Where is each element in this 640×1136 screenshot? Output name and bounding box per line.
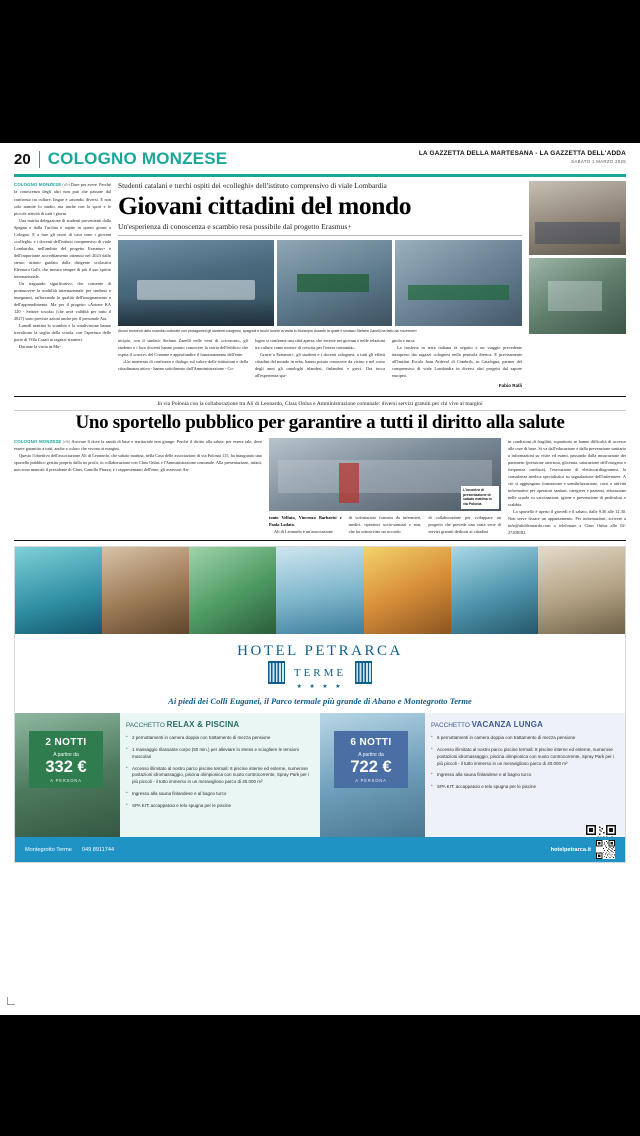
- article1-byline: Fabio Ralli: [498, 383, 522, 389]
- article2-photo-block: [269, 438, 501, 536]
- article1-photo-row: [118, 240, 522, 326]
- article1-col-a-p2: «Un momento di confronto e dialogo sul valore delle istituzioni e della cittadinanza attiva - hanno sottolineato dall'Amministrazione - Co-: [118, 359, 248, 372]
- article2-sub-columns: [269, 514, 501, 535]
- article1-p4: Lunedì mattina lo scambio e la condivisione hanno travalicato la soglia della scuola, con l'apertura delle porte di Villa Casati ai ragazzi stranieri.: [14, 323, 111, 343]
- package-2-nights: 6 NOTTI: [350, 737, 392, 749]
- article2-photo-caption-box: [461, 486, 499, 509]
- advert-city: Montegrotto Terme: [25, 846, 72, 853]
- article2-lead-paragraph: [14, 438, 262, 453]
- masthead-right: [419, 150, 626, 164]
- article-giovani-cittadini: [0, 177, 640, 390]
- article2-photo-caption: L'incontro di presentazione di sabato mattina in via Polonia: [463, 487, 492, 507]
- advert-claim: Ai piedi dei Colli Euganei, il Parco termale più grande di Abano e Montegrotto Terme: [168, 696, 472, 707]
- article2-col-d: [428, 514, 501, 535]
- advert-logo-hotel: HOTEL PETRARCA: [237, 643, 403, 660]
- article2-occhiello: In via Polonia con la collaborazione tra Ali di Leonardo, Class Onlus e Amministrazione comunale: diversi servizi gratuiti per chi vive ai margini: [14, 401, 626, 411]
- list-item: • Ingresso alla sauna finlandese e al bagno turco: [126, 791, 311, 798]
- article1-col-b-p1: logno si conferma una città aperta, che investe nei giovani e nelle relazioni tra culture come motore di crescita per l'intera comunità».: [255, 338, 385, 351]
- advert-photo-strip: [15, 547, 625, 634]
- article1-grid: [14, 181, 626, 390]
- list-item: • Accesso illimitato al nostro parco piscine termali: 8 piscine interne ed esterne, numerose postazioni idromassaggio, piscina olimpionica con nuoto controcorrente, Spray Park per i più piccoli - il tutto immerso in un meraviglioso parco di 40.000 m²: [431, 747, 616, 767]
- list-item: • Accesso illimitato al nostro parco piscine termali: 8 piscine interne ed esterne, numerose postazioni idromassaggio, piscina olimpionica con nuoto controcorrente, Spray Park per i più piccoli - il tutto immerso in un meraviglioso parco di 40.000 m²: [126, 766, 311, 786]
- package-1-title: [126, 720, 311, 729]
- package-1-price: 332 €: [45, 758, 87, 777]
- advert-phone[interactable]: 049 8911744: [81, 846, 115, 853]
- list-item: • 1 massaggio rilassante corpo (50 min.) per alleviare lo stress e sciogliere le tensioni muscolari: [126, 747, 311, 761]
- article2-col-e: [508, 438, 626, 536]
- advert-photo-pool: [15, 547, 102, 634]
- package-2-per: A PERSONA: [355, 778, 387, 784]
- letterbox-bottom: [0, 1015, 640, 1136]
- article1-headline: Giovani cittadini del mondo: [118, 191, 412, 220]
- article1-tag: (rfb): [62, 182, 70, 187]
- article2-col-e-p1: in condizioni di fragilità, soprattutto se hanno difficoltà di accesso alle cure di base. Si va dall'educazione e dalla prevenzione sanitaria a informazioni su visite ed esami, passando dalla misurazione dei parametri (pressione arteriosa, glicemia, saturazione dell'ossigeno e frequenza cardiaca), l'esecuzione di elettrocardiogrammi, la consulenza medica specialistica su segnalazione dell'infermiere. A ciò si aggiungono formazione e sensibilizzazione, corsi e attività informative per operatori sanitari, caregiver e pazienti, educazione nelle scuole su vaccinazioni, igiene e prevenzione di pediculosi e scabbia.: [508, 438, 626, 508]
- advert-photo-room: [538, 547, 625, 634]
- article1-col-a-p1: nicipio, con il sindaco Stefano Zanelli nelle vesti di «cicerone», gli studenti e i loro docenti hanno potuto conoscere la storia dell'edificio che ospita il «cuore» del Comune e approfondire il funzionamento dell'ente.: [118, 338, 248, 358]
- package-2-list: [431, 735, 616, 791]
- article1-col-c: [392, 337, 522, 390]
- article2-col-b-p2: Ali di Leonardo è un'associazione: [274, 528, 333, 534]
- article1-caption: Alcuni momenti dello scambio culturale con protagonisti gli studenti colognesi, spagnoli e turchi lunedì la visita in Municipio durante la quale il sindaco Stefano Zanelli ha fatto da «cicerone»: [118, 329, 418, 334]
- article2-col-a-p1: Arrivare lì dove la sanità di base e territoriale non giunge. Perché il diritto alla salute, per essere tale, deve essere garantito a tutti, anche a coloro che vivono ai margini.: [14, 438, 262, 452]
- article1-lead-paragraph: [14, 181, 111, 217]
- article1-col-c-p1: gnola e turca.: [392, 338, 416, 344]
- advert-photo-garden: [189, 547, 276, 634]
- article1-photo-1: [118, 240, 274, 326]
- package-2-from: A partire da: [358, 752, 384, 759]
- letterbox-top: [0, 0, 640, 143]
- article2-col-b-p1: [269, 514, 342, 528]
- article1-col-c-p2: La trasferta in terra italiana fa seguito a un viaggio precedente intrapreso dai ragazzi colognesi nella penisola iberica. E precisamente all'Institut Escola Joan Ardevol di Cambrils, in Catalogna, partner del comprensivo di viale Lombardia in diversi altri progetti dal sapore europeo.: [392, 345, 522, 379]
- article1-col-b: [255, 337, 385, 390]
- advert-logo-terme: TERME: [293, 666, 347, 679]
- article2-tag: (rfb): [62, 438, 71, 444]
- advert-photo-spa: [102, 547, 189, 634]
- article1-main: [118, 181, 522, 390]
- advert-website[interactable]: hotelpetrarca.it: [550, 846, 591, 853]
- qr-code-footer-icon[interactable]: [596, 840, 615, 859]
- article1-photo-4: [529, 181, 626, 255]
- article2-kicker: COLOGNO MONZESE: [14, 438, 62, 444]
- article2-col-c: [349, 514, 422, 535]
- article2-body: [14, 438, 626, 536]
- article2-col-a: [14, 438, 262, 536]
- section-title: COLOGNO MONZESE: [47, 149, 228, 168]
- masthead: [0, 143, 640, 177]
- page-number: 20: [14, 150, 31, 168]
- crop-mark: [7, 997, 15, 1005]
- article2-col-c-p1: di volontariato formata da infermieri, medici, operatori socio-sanitari e non, che ha sottoscritto un accordo: [348, 514, 422, 534]
- advert-stars: ★ ★ ★ ★: [296, 684, 344, 691]
- package-1-nights: 2 NOTTI: [45, 737, 87, 749]
- advert-photo-thermal: [451, 547, 538, 634]
- package-2-title: [431, 720, 616, 729]
- article1-col-a: [118, 337, 248, 390]
- package-2-name: VACANZA LUNGA: [471, 720, 544, 730]
- article1-caption-row: [118, 329, 522, 334]
- article1-photo-3: [395, 240, 522, 326]
- masthead-divider: [39, 151, 40, 168]
- advert-photo-fountain: [276, 547, 363, 634]
- list-item: • Ingresso alla sauna finlandese e al bagno turco: [431, 772, 616, 779]
- package-1-price-badge: [29, 731, 103, 788]
- advert-logo: [15, 634, 625, 690]
- list-item: • 2 pernottamenti in camera doppia con trattamento di mezza pensione: [126, 735, 311, 742]
- advert-logo-row: [15, 661, 625, 684]
- article1-col-b-p2: Grazie a Erasmus+, gli studenti e i docenti colognesi, a tutti gli effetti cittadini del mondo in erba, hanno potuto conoscere da vicino e nel corso degli anni gli omologhi irlandesi, finlandesi e greci. Ora tocca all'esperienza spa-: [255, 352, 385, 379]
- list-item: • 6 pernottamenti in camera doppia con trattamento di mezza pensione: [431, 735, 616, 742]
- list-item: • SPA KIT: accappatoio e telo spugna per le piscine: [126, 803, 311, 810]
- package-1-from: A partire da: [53, 752, 79, 759]
- package-1-label: PACCHETTO: [126, 722, 165, 730]
- article1-p2: Una nutrita delegazione di studenti provenienti dalla Spagna e dalla Turchia è ospite in questi giorni a Cologno. E a fare gli onori di casa sono i giovani «colleghi» e i docenti dell'istituto comprensivo di viale Lombardia, nell'ambito del progetto Erasmus+ e dell'importante accreditamento ottenuto nel 2023 dallo stesso istituto guidato dalla dirigente scolastica Eleonora Galli, che mostra sempre di più il suo spirito internazionale.: [14, 217, 111, 279]
- article1-side-photos: [529, 181, 626, 390]
- article-sportello-pubblico: [14, 396, 626, 541]
- article1-p5: Durante la visita in Mu-: [19, 344, 61, 350]
- issue-date: SABATO 1 MARZO 2025: [571, 159, 626, 164]
- package-2-price-badge: [334, 731, 408, 788]
- article1-photo-2: [277, 240, 392, 326]
- article2-col-e-p2: Lo sportello è aperto il giovedì e il sabato, dalle 9.30 alle 12.30. Non serve fissare un appuntamento. Per informazioni, scrivere a info@alidileonardo.com o telefonare a Class Onlus allo 02-27208182.: [508, 509, 626, 536]
- article2-photo-wrap: [269, 438, 501, 511]
- article1-left-column: [14, 181, 111, 390]
- article2-headline: Uno sportello pubblico per garantire a tutti il diritto alla salute: [75, 411, 565, 433]
- article1-p1: Dare per avere. Perché la conoscenza degli altri non può che passare dal confronto tra culture, lingue e «mondi» diversi. E non solo tramite lo studio, ma anche con lo sport e le piccole attività di tutti i giorni.: [14, 182, 111, 216]
- article1-text-columns: [118, 337, 522, 390]
- article2-col-b: [269, 514, 342, 535]
- article1-occhiello: Studenti catalani e turchi ospiti dei «colleghi» dell'istituto comprensivo di viale Lombardia: [118, 181, 387, 190]
- column-right-icon: [355, 661, 372, 684]
- article2-col-d-p1: di collaborazione per sviluppare un progetto che prevede una vasta serie di servizi gratuiti dedicati ai cittadini: [428, 514, 502, 534]
- list-item: • SPA KIT: accappatoio e telo spugna per le piscine: [431, 784, 616, 791]
- package-1-list: [126, 735, 311, 810]
- advert-footer: [15, 837, 625, 862]
- package-2-label: PACCHETTO: [431, 722, 470, 730]
- article2-col-a-p2: Questo l'obiettivo dell'associazione Ali di Leonardo, che sabato mattina, nella Casa delle associazioni di via Polonia 115, ha inaugurato uno sportello pubblico gestito proprio dalla no profit, in collaborazione con Class Onlus e l'Amministrazione comunale. Alla presentazione, infatti, non sono mancati il presidente di Class, Camillo Piazza, e i rappresentanti dell'ente, gli assessori An-: [14, 453, 262, 473]
- newspaper-page: [0, 143, 640, 1015]
- gazette-name: LA GAZZETTA DELLA MARTESANA - LA GAZZETTA DELL'ADDA: [418, 150, 626, 157]
- advert-hotel-petrarca[interactable]: [14, 546, 626, 863]
- column-left-icon: [268, 661, 285, 684]
- package-1-per: A PERSONA: [50, 778, 82, 784]
- advert-photo-playground: [364, 547, 451, 634]
- article1-photo-5: [529, 258, 626, 334]
- package-1-name: RELAX & PISCINA: [166, 720, 240, 730]
- article1-kicker: COLOGNO MONZESE: [14, 182, 62, 187]
- package-2-price: 722 €: [350, 758, 392, 777]
- article2-names: tonio Velluto, Vincenzo Barbarisi e Paola Lodato.: [269, 514, 342, 527]
- article1-p3: Un traguardo significativo, che consente di promuovere la mobilità internazionale per studenti e insegnanti, rafforzando la qualità dell'insegnamento e dell'apprendimento. Ma per il progetto «Azione KA 120 - Settore scuola» (che avrà validità per tutto il 2027) sono previste azioni anche per il personale Ata.: [14, 280, 111, 322]
- article1-sommario: Un'esperienza di conoscenza e scambio resa possibile dal progetto Erasmus+: [118, 222, 522, 236]
